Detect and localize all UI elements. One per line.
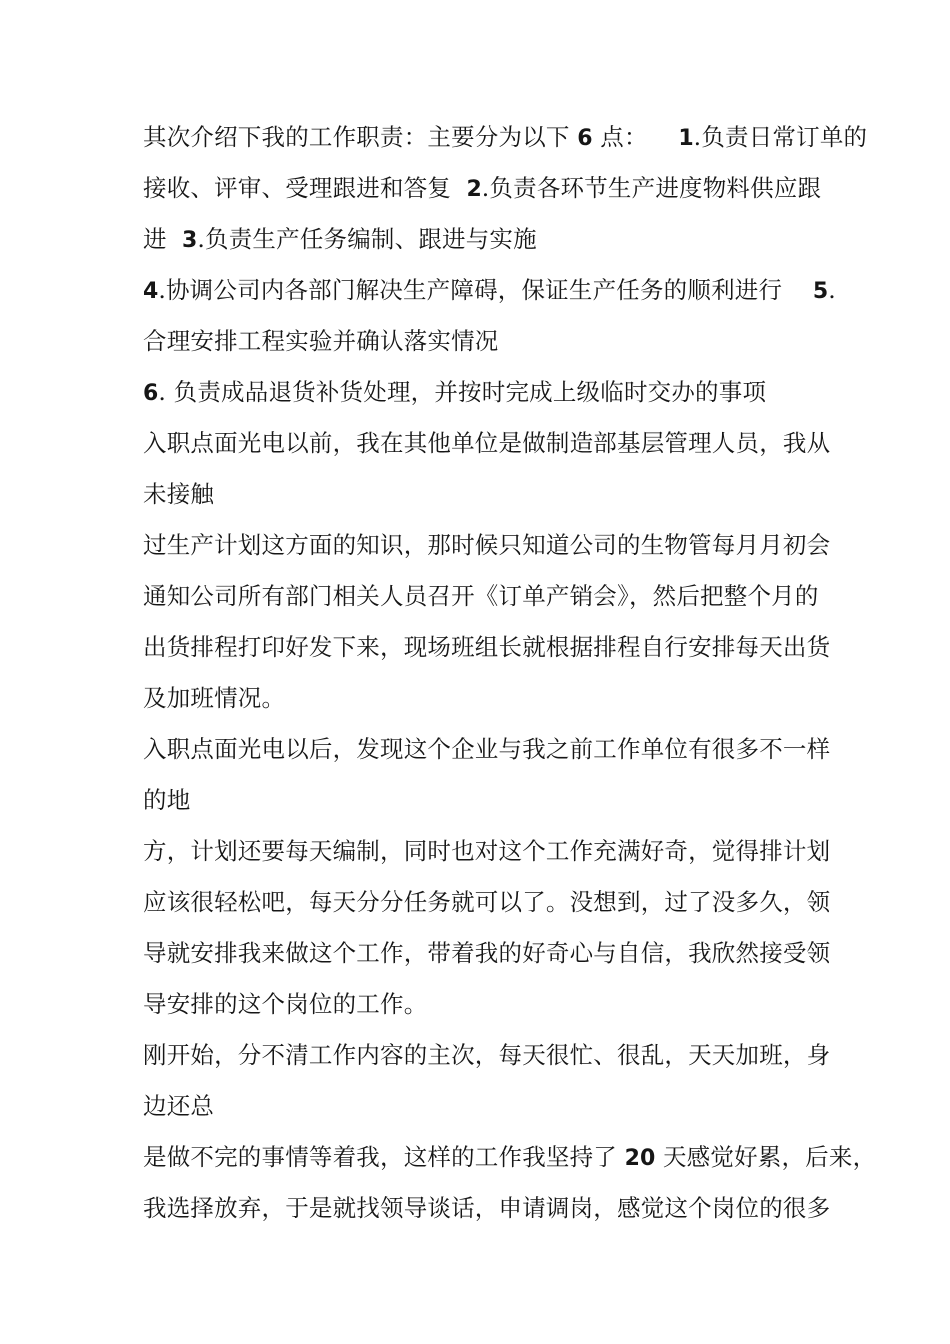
text-line: 出货排程打印好发下来，现场班组长就根据排程自行安排每天出货 xyxy=(143,633,831,661)
text-line: 导安排的这个岗位的工作。 xyxy=(143,990,428,1018)
text-line: 接收、评审、受理跟进和答复 2.负责各环节生产进度物料供应跟 xyxy=(143,174,822,202)
text-line: 入职点面光电以前，我在其他单位是做制造部基层管理人员，我从 xyxy=(143,429,831,457)
text-line: 应该很轻松吧，每天分分任务就可以了。没想到，过了没多久，领 xyxy=(143,888,831,916)
document-text-body xyxy=(143,112,877,1234)
list-number: 2 xyxy=(466,177,482,202)
text-line: 我选择放弃，于是就找领导谈话，申请调岗，感觉这个岗位的很多 xyxy=(143,1194,831,1222)
list-number: 4 xyxy=(143,279,159,304)
text-line: 及加班情况。 xyxy=(143,684,286,712)
list-number: 6 xyxy=(577,126,593,151)
text-line: 未接触 xyxy=(143,480,215,508)
text-line: 边还总 xyxy=(143,1092,215,1120)
list-number: 20 xyxy=(624,1146,656,1171)
text-line: 进 3.负责生产任务编制、跟进与实施 xyxy=(143,225,537,253)
list-number: 1 xyxy=(678,126,694,151)
text-line: 6. 负责成品退货补货处理，并按时完成上级临时交办的事项 xyxy=(143,378,767,406)
text-line: 导就安排我来做这个工作，带着我的好奇心与自信，我欣然接受领 xyxy=(143,939,831,967)
list-number: 3 xyxy=(182,228,198,253)
list-number: 5 xyxy=(812,279,829,304)
text-line: 其次介绍下我的工作职责：主要分为以下 6 点： 1.负责日常订单的 xyxy=(143,123,868,151)
text-line: 过生产计划这方面的知识，那时候只知道公司的生物管每月月初会 xyxy=(143,531,831,559)
text-line: 入职点面光电以后，发现这个企业与我之前工作单位有很多不一样 xyxy=(143,735,831,763)
text-line: 是做不完的事情等着我，这样的工作我坚持了 20 天感觉好累，后来， xyxy=(143,1143,877,1171)
text-line: 合理安排工程实验并确认落实情况 xyxy=(143,327,499,355)
text-line: 的地 xyxy=(143,786,191,814)
text-line: 刚开始，分不清工作内容的主次，每天很忙、很乱，天天加班，身 xyxy=(143,1041,831,1069)
text-line: 通知公司所有部门相关人员召开《订单产销会》，然后把整个月的 xyxy=(143,582,819,610)
list-number: 6 xyxy=(143,381,159,406)
text-line: 4.协调公司内各部门解决生产障碍，保证生产任务的顺利进行 5. xyxy=(143,276,836,304)
text-line: 方，计划还要每天编制，同时也对这个工作充满好奇，觉得排计划 xyxy=(143,837,831,865)
